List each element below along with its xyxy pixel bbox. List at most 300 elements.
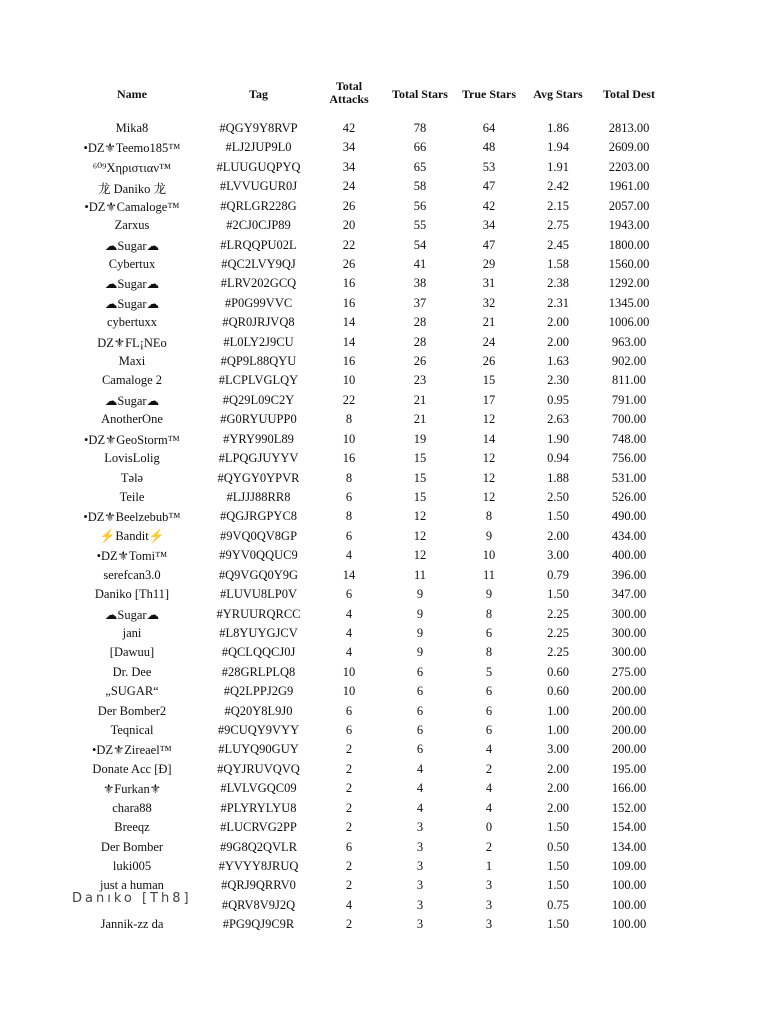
player-name-cell: chara88 (112, 800, 152, 815)
total-dest-cell: 134.00 (611, 839, 647, 854)
total-dest-cell: 2609.00 (608, 140, 650, 155)
true-stars-cell: 12 (482, 489, 496, 504)
total-attacks-cell: 24 (342, 179, 356, 194)
header-avg-stars: Avg Stars (533, 87, 583, 101)
total-stars-cell: 26 (413, 354, 427, 369)
player-tag-cell: #L0LY2J9CU (223, 334, 294, 349)
total-stars-cell: 6 (416, 723, 424, 738)
total-attacks-cell: 4 (345, 625, 353, 640)
player-name-cell: „SUGAR“ (105, 684, 159, 699)
header-total-attacks-line2: Attacks (329, 92, 369, 106)
avg-stars-cell: 1.90 (547, 431, 569, 446)
total-stars-cell: 11 (413, 567, 427, 582)
avg-stars-cell: 2.15 (547, 198, 569, 213)
total-stars-cell: 9 (416, 645, 424, 660)
total-dest-cell: 300.00 (611, 625, 647, 640)
player-tag-cell: #PG9QJ9C9R (222, 917, 295, 932)
total-attacks-cell: 14 (342, 334, 356, 349)
player-tag-cell: #LRQQPU02L (220, 237, 297, 252)
total-stars-cell: 3 (416, 917, 424, 932)
total-stars-cell: 55 (413, 218, 427, 233)
table-row (0, 568, 768, 587)
total-attacks-cell: 34 (342, 159, 356, 174)
avg-stars-cell: 2.50 (547, 489, 569, 504)
player-tag-cell: #QYGY0YPVR (217, 470, 300, 485)
player-name-cell: jani (122, 625, 142, 640)
total-dest-cell: 811.00 (612, 373, 646, 388)
total-stars-cell: 78 (413, 121, 427, 135)
player-tag-cell: #LVLVGQC09 (220, 781, 297, 796)
player-name-cell: Der Bomber2 (97, 703, 167, 718)
table-row (0, 723, 768, 742)
true-stars-cell: 8 (485, 645, 493, 660)
player-name-cell: Tələ (120, 470, 144, 485)
total-attacks-cell: 8 (345, 509, 353, 524)
total-stars-cell: 4 (416, 800, 424, 815)
avg-stars-cell: 2.00 (547, 315, 569, 330)
total-attacks-cell: 2 (345, 858, 353, 873)
total-attacks-cell: 6 (345, 528, 353, 543)
total-attacks-cell: 26 (342, 198, 356, 213)
player-name-cell: ☁Sugar☁ (104, 277, 160, 292)
header-total-attacks-line1: Total (335, 79, 363, 93)
avg-stars-cell: 0.60 (547, 684, 569, 699)
avg-stars-cell: 0.94 (547, 451, 569, 466)
player-tag-cell: #LJ2JUP9L0 (225, 140, 292, 155)
total-dest-cell: 166.00 (611, 781, 647, 796)
true-stars-cell: 1 (485, 858, 493, 873)
player-tag-cell: #QYJRUVQVQ (217, 761, 300, 776)
total-dest-cell: 434.00 (611, 528, 647, 543)
true-stars-cell: 48 (482, 140, 496, 155)
player-tag-cell: #QRJ9QRRV0 (221, 878, 296, 893)
avg-stars-cell: 1.58 (547, 256, 569, 271)
true-stars-cell: 12 (482, 412, 496, 427)
player-name-cell: •DZ⚜Zireael™ (92, 743, 172, 758)
total-attacks-cell: 16 (342, 295, 356, 310)
avg-stars-cell: 2.45 (547, 237, 569, 252)
player-name-cell: •DZ⚜Tomi™ (96, 549, 168, 564)
total-stars-cell: 21 (413, 412, 427, 427)
total-stars-cell: 3 (416, 839, 424, 854)
total-dest-cell: 195.00 (611, 761, 647, 776)
table-row (0, 801, 768, 820)
player-name-cell: Dr. Dee (112, 664, 152, 679)
true-stars-cell: 9 (485, 528, 493, 543)
table-row (0, 179, 768, 198)
true-stars-cell: 47 (482, 237, 496, 252)
true-stars-cell: 12 (482, 470, 496, 485)
table-row (0, 471, 768, 490)
total-attacks-cell: 22 (342, 392, 356, 407)
table-row (0, 859, 768, 878)
table-row (0, 238, 768, 257)
player-name-cell: •DZ⚜Beelzebub™ (83, 510, 181, 525)
total-stars-cell: 28 (413, 315, 427, 330)
total-dest-cell: 791.00 (611, 392, 647, 407)
total-stars-cell: 9 (416, 606, 424, 621)
player-name-cell: Der Bomber (100, 839, 164, 854)
total-dest-cell: 490.00 (611, 509, 647, 524)
total-dest-cell: 1961.00 (608, 179, 650, 194)
true-stars-cell: 2 (485, 761, 493, 776)
table-row (0, 645, 768, 664)
total-stars-cell: 4 (416, 781, 424, 796)
avg-stars-cell: 2.63 (547, 412, 569, 427)
player-tag-cell: #LPQGJUYYV (218, 451, 299, 466)
player-name-cell: •DZ⚜Camaloge™ (84, 199, 180, 214)
table-row (0, 373, 768, 392)
avg-stars-cell: 2.25 (547, 606, 569, 621)
player-tag-cell: #YRUURQRCC (216, 606, 301, 621)
player-name-cell: Cybertux (108, 256, 156, 271)
total-dest-cell: 300.00 (611, 645, 647, 660)
player-tag-cell: #Q9VGQ0Y9G (218, 567, 299, 582)
total-dest-cell: 1006.00 (608, 315, 650, 330)
true-stars-cell: 31 (482, 276, 496, 291)
player-tag-cell: #QRLGR228G (220, 198, 297, 213)
total-dest-cell: 100.00 (611, 897, 647, 912)
total-stars-cell: 6 (416, 742, 424, 757)
header-true-stars: True Stars (461, 87, 517, 101)
total-attacks-cell: 14 (342, 567, 356, 582)
total-attacks-cell: 2 (345, 742, 353, 757)
header-total-stars: Total Stars (392, 87, 448, 101)
total-dest-cell: 100.00 (611, 878, 647, 893)
player-tag-cell: #YVYY8JRUQ (218, 858, 299, 873)
avg-stars-cell: 1.50 (547, 878, 569, 893)
total-stars-cell: 15 (413, 470, 427, 485)
player-tag-cell: #LVVUGUR0J (219, 179, 298, 194)
total-attacks-cell: 2 (345, 820, 353, 835)
true-stars-cell: 32 (482, 295, 496, 310)
avg-stars-cell: 3.00 (547, 548, 569, 563)
player-tag-cell: #QGJRGPYC8 (219, 509, 298, 524)
table-row (0, 276, 768, 295)
table-row (0, 587, 768, 606)
table-row (0, 160, 768, 179)
avg-stars-cell: 2.42 (547, 179, 569, 194)
avg-stars-cell: 2.38 (547, 276, 569, 291)
avg-stars-cell: 2.00 (547, 334, 569, 349)
total-attacks-cell: 4 (345, 548, 353, 563)
player-tag-cell: #9YV0QQUC9 (219, 548, 298, 563)
total-attacks-cell: 4 (345, 645, 353, 660)
total-stars-cell: 65 (413, 159, 427, 174)
total-attacks-cell: 6 (345, 587, 353, 602)
player-tag-cell: #9G8Q2QVLR (219, 839, 298, 854)
table-row (0, 121, 768, 140)
player-name-cell: •DZ⚜GeoStorm™ (84, 432, 180, 447)
total-dest-cell: 700.00 (611, 412, 647, 427)
table-row (0, 626, 768, 645)
player-tag-cell: #Q29L09C2Y (222, 392, 295, 407)
true-stars-cell: 12 (482, 451, 496, 466)
total-dest-cell: 152.00 (611, 800, 647, 815)
total-stars-cell: 6 (416, 664, 424, 679)
total-stars-cell: 58 (413, 179, 427, 194)
total-stars-cell: 12 (413, 528, 427, 543)
total-stars-cell: 56 (413, 198, 427, 213)
player-name-cell: ☁Sugar☁ (104, 296, 160, 311)
total-stars-cell: 3 (416, 878, 424, 893)
total-attacks-cell: 6 (345, 489, 353, 504)
avg-stars-cell: 0.79 (547, 567, 569, 582)
total-attacks-cell: 42 (342, 121, 356, 135)
player-tag-cell: #Q2LPPJ2G9 (223, 684, 294, 699)
avg-stars-cell: 1.50 (547, 509, 569, 524)
player-name-cell: ⁶⁰⁹Χηριστιαν™ (92, 160, 172, 175)
total-stars-cell: 15 (413, 489, 427, 504)
total-stars-cell: 4 (416, 761, 424, 776)
total-dest-cell: 200.00 (611, 723, 647, 738)
player-tag-cell: #QR0JRJVQ8 (222, 315, 295, 330)
avg-stars-cell: 1.50 (547, 917, 569, 932)
avg-stars-cell: 0.50 (547, 839, 569, 854)
total-stars-cell: 28 (413, 334, 427, 349)
total-attacks-cell: 6 (345, 839, 353, 854)
total-dest-cell: 1560.00 (608, 256, 650, 271)
total-dest-cell: 1800.00 (608, 237, 650, 252)
table-row (0, 490, 768, 509)
avg-stars-cell: 0.95 (547, 392, 569, 407)
avg-stars-cell: 1.50 (547, 820, 569, 835)
player-tag-cell: #9VQ0QV8GP (219, 528, 298, 543)
player-name-cell: luki005 (112, 858, 152, 873)
total-stars-cell: 15 (413, 451, 427, 466)
true-stars-cell: 8 (485, 509, 493, 524)
total-attacks-cell: 8 (345, 470, 353, 485)
total-dest-cell: 275.00 (611, 664, 647, 679)
total-dest-cell: 1292.00 (608, 276, 650, 291)
total-attacks-cell: 8 (345, 412, 353, 427)
player-name-cell: Teile (119, 489, 145, 504)
avg-stars-cell: 2.31 (547, 295, 569, 310)
true-stars-cell: 4 (485, 781, 493, 796)
total-attacks-cell: 4 (345, 897, 353, 912)
total-attacks-cell: 10 (342, 431, 356, 446)
table-row (0, 335, 768, 354)
avg-stars-cell: 1.63 (547, 354, 569, 369)
player-name-cell: ☁Sugar☁ (104, 607, 160, 622)
player-tag-cell: #28GRLPLQ8 (221, 664, 296, 679)
header-tag: Tag (249, 87, 268, 101)
avg-stars-cell: 3.00 (547, 742, 569, 757)
total-attacks-cell: 10 (342, 664, 356, 679)
player-name-cell: 龙 Daniko 龙 (97, 182, 167, 197)
table-row (0, 762, 768, 781)
player-name-cell: serefcan3.0 (103, 567, 161, 582)
player-tag-cell: #LRV202GCQ (220, 276, 297, 291)
player-tag-cell: #QC2LVY9QJ (221, 256, 296, 271)
player-name-cell: ☁Sugar☁ (104, 238, 160, 253)
player-name-cell: [Dawuu] (109, 645, 155, 660)
total-stars-cell: 6 (416, 684, 424, 699)
total-stars-cell: 3 (416, 858, 424, 873)
total-attacks-cell: 6 (345, 723, 353, 738)
player-tag-cell: #LUUGUQPYQ (216, 159, 301, 174)
total-stars-cell: 66 (413, 140, 427, 155)
total-attacks-cell: 2 (345, 800, 353, 815)
true-stars-cell: 29 (482, 256, 496, 271)
player-tag-cell: #9CUQY9VYY (217, 723, 300, 738)
table-row (0, 140, 768, 159)
true-stars-cell: 3 (485, 897, 493, 912)
player-tag-cell: #LJJJ88RR8 (226, 489, 291, 504)
player-tag-cell: #L8YUYGJCV (219, 625, 298, 640)
player-name-cell: LovisLolig (104, 451, 160, 466)
total-dest-cell: 531.00 (611, 470, 647, 485)
total-dest-cell: 154.00 (611, 820, 647, 835)
table-row (0, 548, 768, 567)
avg-stars-cell: 2.00 (547, 781, 569, 796)
table-row (0, 704, 768, 723)
true-stars-cell: 42 (482, 198, 496, 213)
true-stars-cell: 21 (482, 315, 496, 330)
total-dest-cell: 400.00 (611, 548, 647, 563)
total-attacks-cell: 16 (342, 451, 356, 466)
true-stars-cell: 14 (482, 431, 496, 446)
avg-stars-cell: 2.75 (547, 218, 569, 233)
true-stars-cell: 5 (485, 664, 493, 679)
total-attacks-cell: 16 (342, 354, 356, 369)
total-attacks-cell: 20 (342, 218, 356, 233)
player-tag-cell: #LUCRVG2PP (220, 820, 297, 835)
true-stars-cell: 6 (485, 723, 493, 738)
player-name-cell: Jannik-zz da (100, 917, 164, 932)
true-stars-cell: 8 (485, 606, 493, 621)
avg-stars-cell: 0.75 (547, 897, 569, 912)
player-name-cell: ☁Sugar☁ (104, 393, 160, 408)
total-attacks-cell: 26 (342, 256, 356, 271)
overlay-watermark-text: Danıko [Th8] (72, 891, 192, 906)
true-stars-cell: 15 (482, 373, 496, 388)
table-row (0, 742, 768, 761)
table-row (0, 218, 768, 237)
header-name: Name (117, 87, 147, 101)
total-dest-cell: 200.00 (611, 684, 647, 699)
header-total-attacks (320, 80, 378, 106)
player-name-cell: ⚜Furkan⚜ (103, 782, 161, 797)
avg-stars-cell: 1.94 (547, 140, 569, 155)
player-tag-cell: #G0RYUUPP0 (220, 412, 297, 427)
player-name-cell: DZ⚜FL¡NEo (97, 335, 167, 350)
total-stars-cell: 3 (416, 820, 424, 835)
total-dest-cell: 748.00 (611, 431, 647, 446)
avg-stars-cell: 2.00 (547, 800, 569, 815)
avg-stars-cell: 2.00 (547, 761, 569, 776)
avg-stars-cell: 1.86 (547, 121, 569, 135)
true-stars-cell: 24 (482, 334, 496, 349)
true-stars-cell: 9 (485, 587, 493, 602)
total-stars-cell: 23 (413, 373, 427, 388)
avg-stars-cell: 1.00 (547, 703, 569, 718)
total-dest-cell: 1345.00 (608, 295, 650, 310)
total-dest-cell: 300.00 (611, 606, 647, 621)
table-row (0, 665, 768, 684)
table-row (0, 820, 768, 839)
total-attacks-cell: 4 (345, 606, 353, 621)
player-tag-cell: #LUYQ90GUY (218, 742, 299, 757)
total-stars-cell: 12 (413, 509, 427, 524)
total-stars-cell: 54 (413, 237, 427, 252)
player-tag-cell: #PLYRYLYU8 (220, 800, 297, 815)
player-tag-cell: #YRY990L89 (223, 431, 294, 446)
true-stars-cell: 34 (482, 218, 496, 233)
avg-stars-cell: 1.88 (547, 470, 569, 485)
player-tag-cell: #QRV8V9J2Q (221, 897, 296, 912)
table-row (0, 684, 768, 703)
avg-stars-cell: 2.30 (547, 373, 569, 388)
player-name-cell: ⚡Bandit⚡ (99, 528, 165, 543)
total-dest-cell: 109.00 (611, 858, 647, 873)
true-stars-cell: 10 (482, 548, 496, 563)
total-stars-cell: 19 (413, 431, 427, 446)
true-stars-cell: 11 (482, 567, 496, 582)
total-stars-cell: 9 (416, 587, 424, 602)
true-stars-cell: 2 (485, 839, 493, 854)
true-stars-cell: 3 (485, 878, 493, 893)
avg-stars-cell: 1.00 (547, 723, 569, 738)
table-row (0, 296, 768, 315)
true-stars-cell: 6 (485, 684, 493, 699)
total-stars-cell: 21 (413, 392, 427, 407)
true-stars-cell: 64 (482, 121, 496, 135)
player-tag-cell: #Q20Y8L9J0 (224, 703, 293, 718)
total-attacks-cell: 2 (345, 878, 353, 893)
table-row (0, 781, 768, 800)
total-dest-cell: 963.00 (611, 334, 647, 349)
total-dest-cell: 347.00 (611, 587, 647, 602)
true-stars-cell: 6 (485, 703, 493, 718)
total-attacks-cell: 2 (345, 781, 353, 796)
player-name-cell: Camaloge 2 (101, 373, 163, 388)
total-dest-cell: 200.00 (611, 742, 647, 757)
total-attacks-cell: 2 (345, 917, 353, 932)
total-stars-cell: 37 (413, 295, 427, 310)
player-name-cell: just a human (100, 878, 164, 893)
player-name-cell: AnotherOne (101, 412, 163, 427)
player-name-cell: Zarxus (114, 218, 150, 233)
avg-stars-cell: 1.50 (547, 858, 569, 873)
total-stars-cell: 38 (413, 276, 427, 291)
avg-stars-cell: 0.60 (547, 664, 569, 679)
player-tag-cell: #QGY9Y8RVP (219, 121, 298, 135)
table-row (0, 840, 768, 859)
table-row (0, 315, 768, 334)
total-stars-cell: 41 (413, 256, 427, 271)
player-tag-cell: #QCLQQCJ0J (221, 645, 296, 660)
player-name-cell: Daniko [Th11] (94, 587, 170, 602)
total-dest-cell: 2057.00 (608, 198, 650, 213)
player-tag-cell: #LUVU8LP0V (219, 587, 298, 602)
total-attacks-cell: 10 (342, 684, 356, 699)
total-dest-cell: 526.00 (611, 489, 647, 504)
total-attacks-cell: 34 (342, 140, 356, 155)
true-stars-cell: 53 (482, 159, 496, 174)
total-attacks-cell: 6 (345, 703, 353, 718)
header-total-dest: Total Dest (603, 87, 655, 101)
table-row (0, 451, 768, 470)
player-name-cell: •DZ⚜Teemo185™ (83, 141, 181, 156)
player-tag-cell: #QP9L88QYU (220, 354, 297, 369)
total-dest-cell: 100.00 (611, 917, 647, 932)
total-dest-cell: 2813.00 (608, 121, 650, 135)
table-row (0, 432, 768, 451)
true-stars-cell: 17 (482, 392, 496, 407)
avg-stars-cell: 2.00 (547, 528, 569, 543)
player-name-cell: Maxi (118, 354, 146, 369)
